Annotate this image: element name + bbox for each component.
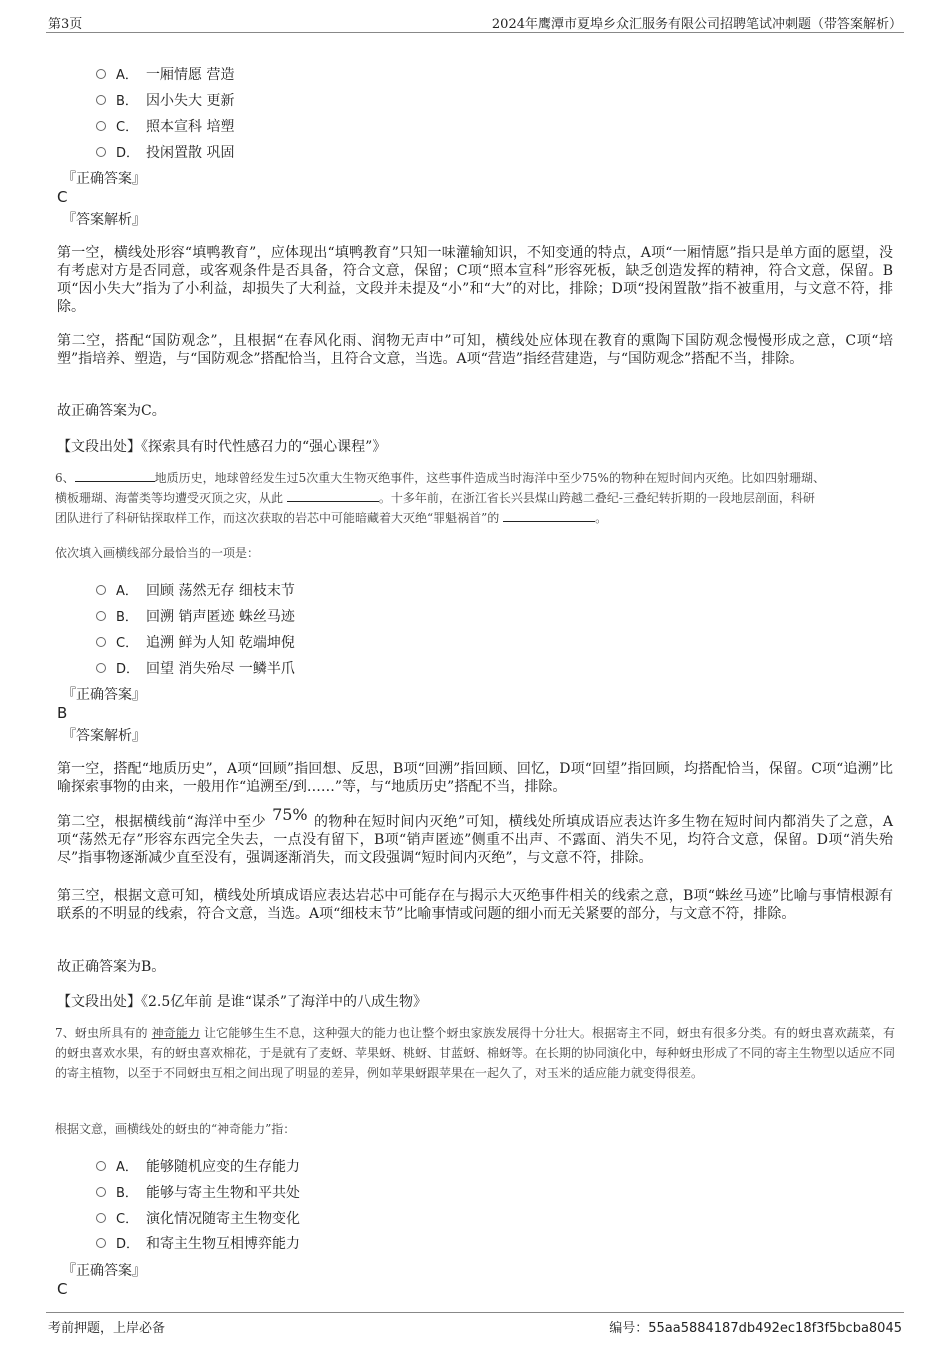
analysis-paragraph: 第二空，搭配“国防观念”，且根据“在春风化雨、润物无声中”可知，横线处应体现在教育的熏陶下国防观念慢慢形成之意，C项“培塑”指培养、塑造，与“国防观念”搭配恰当，且符合文意，当选。A项“营造”指经营建造，与“国防观念”搭配不当，排除。	[57, 333, 893, 367]
question-prompt: 根据文意，画横线处的蚜虫的“神奇能力”指：	[55, 1122, 296, 1136]
option-d[interactable]: D． 投闲置散 巩固	[96, 142, 234, 162]
question-text: 7、蚜虫所具有的 神奇能力 让它能够生生不息，这种强大的能力也让整个蚜虫家族发展得十分壮大。根据寄主不同，蚜虫有很多分类。有的蚜虫喜欢蔬菜，有的蚜虫喜欢水果，有的蚜虫喜欢棉花，于是就有了麦蚜、苹果蚜、桃蚜、甘蓝蚜、棉蚜等。在长期的协同演化中，每种蚜虫形成了不同的寄主生物型以适应不同的寄主植物，以至于不同蚜虫互相之间出现了明显的差异，例如苹果蚜跟苹果在一起久了，对玉米的适应能力就变得很差。	[55, 1026, 896, 1080]
answer-label: 『正确答案』	[62, 171, 146, 187]
option-c[interactable]: C． 演化情况随寄主生物变化	[96, 1208, 300, 1228]
underlined-phrase: 神奇能力	[151, 1026, 201, 1040]
radio-icon[interactable]	[96, 663, 106, 673]
radio-icon[interactable]	[96, 611, 106, 621]
radio-icon[interactable]	[96, 637, 106, 647]
footer-slogan: 考前押题，上岸必备	[48, 1321, 166, 1336]
page-header	[46, 10, 904, 33]
analysis-conclusion: 故正确答案为C。	[57, 403, 166, 419]
document-code: 编号：55aa5884187db492ec18f3f5bcba8045	[609, 1321, 902, 1336]
radio-icon[interactable]	[96, 147, 106, 157]
answer-blank	[287, 489, 379, 502]
answer-value: C	[57, 188, 68, 206]
source-citation: 【文段出处】《2.5亿年前 是谁“谋杀”了海洋中的八成生物》	[57, 994, 428, 1010]
option-b[interactable]: B． 能够与寄主生物和平共处	[96, 1182, 300, 1202]
answer-label: 『正确答案』	[62, 687, 146, 703]
analysis-label: 『答案解析』	[62, 728, 146, 744]
option-a[interactable]: A． 回顾 荡然无存 细枝末节	[96, 580, 295, 600]
source-citation: 【文段出处】《探索具有时代性感召力的“强心课程”》	[57, 439, 387, 455]
radio-icon[interactable]	[96, 585, 106, 595]
option-a[interactable]: A． 能够随机应变的生存能力	[96, 1156, 300, 1176]
radio-icon[interactable]	[96, 1161, 106, 1171]
analysis-paragraph: 第一空，横线处形容“填鸭教育”，应体现出“填鸭教育”只知一味灌输知识，不知变通的特点，A项“一厢情愿”指只是单方面的愿望，没有考虑对方是否同意，或客观条件是否具备，符合文意，保留；C项“照本宣科”形容死板，缺乏创造发挥的精神，符合文意，保留。B项“因小失大”指为了小利益，却损失了大利益，文段并未提及“小”和“大”的对比，排除；D项“投闲置散”指不被重用，与文意不符，排除。	[57, 245, 893, 315]
radio-icon[interactable]	[96, 1187, 106, 1197]
question-text: 6、 地质历史，地球曾经发生过5次重大生物灭绝事件，这些事件造成当时海洋中至少75%的物种在短时间内灭绝。比如四射珊瑚、 横板珊瑚、海蕾类等均遭受灭顶之灾，从此 。十多年前，在浙江省长兴县煤山跨越二叠纪-三叠纪转折期的一段地层剖面，科研 团队进行了科研钻探取样工作，而这次获取的岩芯中可能暗藏着大灭绝“罪魁祸首”的 。	[55, 471, 825, 525]
radio-icon[interactable]	[96, 69, 106, 79]
analysis-paragraph: 第二空，根据横线前“海洋中至少 75% 的物种在短时间内灭绝”可知，横线处所填成语应表达许多生物在短时间内都消失了之意，A项“荡然无存”形容东西完全失去，一点没有留下，B项“销声匿迹”侧重不出声、不露面、消失不见，均符合文意，保留。D项“消失殆尽”指事物逐渐减少直至没有，强调逐渐消失，而文段强调“短时间内灭绝”，与文意不符，排除。	[57, 805, 893, 866]
radio-icon[interactable]	[96, 95, 106, 105]
document-title: 2024年鹰潭市夏埠乡众汇服务有限公司招聘笔试冲刺题（带答案解析）	[491, 17, 902, 32]
radio-icon[interactable]	[96, 121, 106, 131]
option-d[interactable]: D． 和寄主生物互相博弈能力	[96, 1233, 300, 1253]
page-number: 第3页	[48, 17, 83, 32]
option-d[interactable]: D． 回望 消失殆尽 一鳞半爪	[96, 658, 295, 678]
analysis-paragraph: 第三空，根据文意可知，横线处所填成语应表达岩芯中可能存在与揭示大灭绝事件相关的线索之意，B项“蛛丝马迹”比喻与事情根源有联系的不明显的线索，符合文意，当选。A项“细枝末节”比喻事情或问题的细小而无关紧要的部分，与文意不符，排除。	[57, 888, 893, 922]
page-footer	[46, 1312, 904, 1339]
option-a[interactable]: A． 一厢情愿 营造	[96, 64, 234, 84]
option-c[interactable]: C． 照本宣科 培塑	[96, 116, 234, 136]
option-b[interactable]: B． 因小失大 更新	[96, 90, 234, 110]
answer-blank	[503, 509, 595, 522]
analysis-conclusion: 故正确答案为B。	[57, 959, 166, 975]
radio-icon[interactable]	[96, 1238, 106, 1248]
option-b[interactable]: B． 回溯 销声匿迹 蛛丝马迹	[96, 606, 295, 626]
option-c[interactable]: C． 追溯 鲜为人知 乾端坤倪	[96, 632, 295, 652]
answer-value: B	[57, 704, 68, 722]
radio-icon[interactable]	[96, 1213, 106, 1223]
answer-value: C	[57, 1280, 68, 1298]
analysis-paragraph: 第一空，搭配“地质历史”，A项“回顾”指回想、反思，B项“回溯”指回顾、回忆，D项“回望”指回顾，均搭配恰当，保留。C项“追溯”比喻探索事物的由来，一般用作“追溯至/到……”等，与“地质历史”搭配不当，排除。	[57, 761, 893, 795]
answer-blank	[75, 469, 155, 482]
analysis-label: 『答案解析』	[62, 212, 146, 228]
answer-label: 『正确答案』	[62, 1263, 146, 1279]
question-prompt: 依次填入画横线部分最恰当的一项是：	[55, 546, 260, 560]
